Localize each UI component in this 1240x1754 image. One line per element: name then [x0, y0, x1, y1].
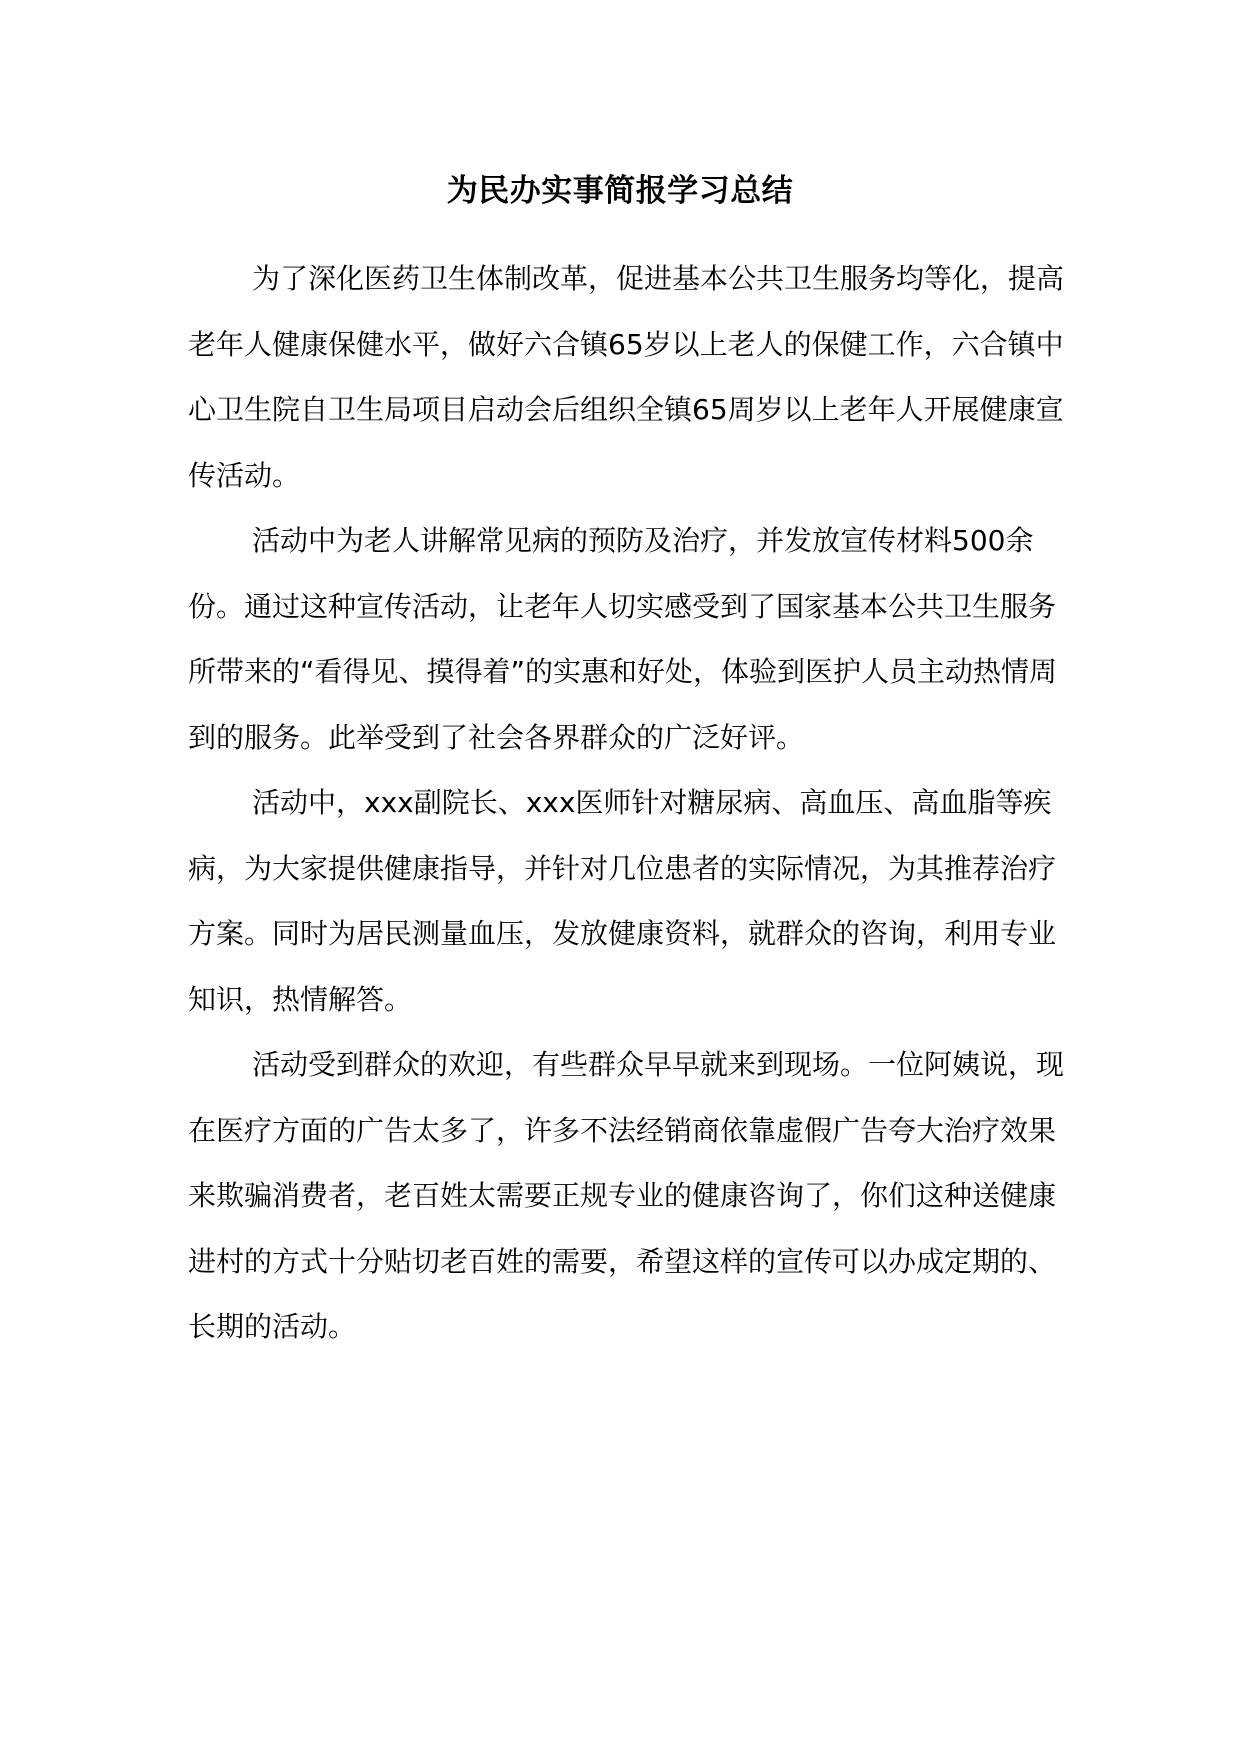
document-title: 为民办实事简报学习总结 [446, 173, 794, 209]
paragraph-2: 活动中为老人讲解常见病的预防及治疗，并发放宣传材料500余份。通过这种宣传活动，让老年人切实感受到了国家基本公共卫生服务所带来的“看得见、摸得着”的实惠和好处，体验到医护人员主动热情周到的服务。此举受到了社会各界群众的广泛好评。 [188, 524, 1058, 754]
paragraph-4: 活动受到群众的欢迎，有些群众早早就来到现场。一位阿姨说，现在医疗方面的广告太多了，许多不法经销商依靠虚假广告夸大治疗效果来欺骗消费者，老百姓太需要正规专业的健康咨询了，你们这种送健康进村的方式十分贴切老百姓的需要，希望这样的宣传可以办成定期的、长期的活动。 [188, 1048, 1065, 1343]
paragraph-1: 为了深化医药卫生体制改革，促进基本公共卫生服务均等化，提高老年人健康保健水平，做好六合镇65岁以上老人的保健工作，六合镇中心卫生院自卫生局项目启动会后组织全镇65周岁以上老年人开展健康宣传活动。 [188, 262, 1065, 492]
document-body [188, 246, 1068, 1360]
paragraph-3: 活动中，xxx副院长、xxx医师针对糖尿病、高血压、高血脂等疾病，为大家提供健康指导，并针对几位患者的实际情况，为其推荐治疗方案。同时为居民测量血压，发放健康资料，就群众的咨询，利用专业知识，热情解答。 [188, 786, 1057, 1016]
